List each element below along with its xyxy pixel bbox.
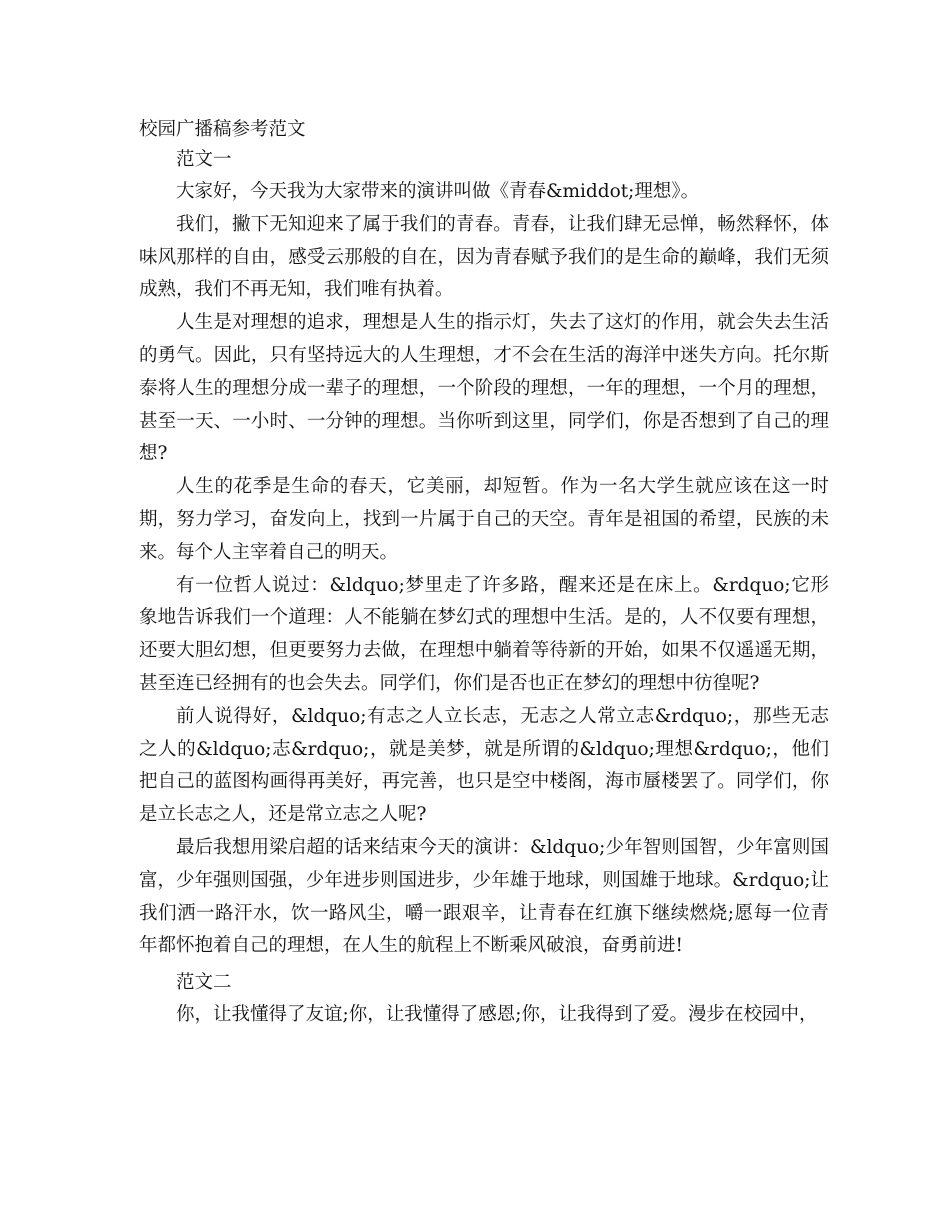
paragraph: 前人说得好，&ldquo;有志之人立长志，无志之人常立志&rdquo;，那些无志之人的&ldquo;志&rdquo;，就是美梦，就是所谓的&ldquo;理想&rdquo;，他们把自己的蓝图构画得再美好，再完善，也只是空中楼阁，海市蜃楼罢了。同学们，你是立长志之人，还是常立志之人呢? xyxy=(139,705,829,826)
paragraph: 人生的花季是生命的春天，它美丽，却短暂。作为一名大学生就应该在这一时期，努力学习，奋发向上，找到一片属于自己的天空。青年是祖国的希望，民族的未来。每个人主宰着自己的明天。 xyxy=(139,476,829,563)
paragraph: 最后我想用梁启超的话来结束今天的演讲：&ldquo;少年智则国智，少年富则国富，少年强则国强，少年进步则国进步，少年雄于地球，则国雄于地球。&rdquo;让我们洒一路汗水，饮一路风尘，嚼一跟艰辛，让青春在红旗下继续燃烧;愿每一位青年都怀抱着自己的理想，在人生的航程上不断乘风破浪，奋勇前进! xyxy=(139,836,829,957)
section-heading: 范文二 xyxy=(176,972,232,994)
paragraph: 大家好，今天我为大家带来的演讲叫做《青春&middot;理想》。 xyxy=(176,181,700,202)
paragraph: 我们，撇下无知迎来了属于我们的青春。青春，让我们肆无忌惮，畅然释怀，体味风那样的自由，感受云那般的自在，因为青春赋予我们的是生命的巅峰，我们无须成熟，我们不再无知，我们唯有执着。 xyxy=(139,213,829,301)
paragraph: 有一位哲人说过：&ldquo;梦里走了许多路，醒来还是在床上。&rdquo;它形象地告诉我们一个道理：人不能躺在梦幻式的理想中生活。是的，人不仅要有理想，还要大胆幻想，但更要努力去做，在理想中躺着等待新的开始，如果不仅遥遥无期，甚至连已经拥有的也会失去。同学们，你们是否也正在梦幻的理想中彷徨呢? xyxy=(139,574,829,694)
section-heading: 范文一 xyxy=(176,149,232,170)
document-page xyxy=(139,116,829,1032)
document-title: 校园广播稿参考范文 xyxy=(139,119,306,140)
paragraph: 你，让我懂得了友谊;你，让我懂得了感恩;你，让我得到了爱。漫步在校园中， xyxy=(176,1004,818,1026)
paragraph: 人生是对理想的追求，理想是人生的指示灯，失去了这灯的作用，就会失去生活的勇气。因此，只有坚持远大的人生理想，才不会在生活的海洋中迷失方向。托尔斯泰将人生的理想分成一辈子的理想，一个阶段的理想，一年的理想，一个月的理想，甚至一天、一小时、一分钟的理想。当你听到这里，同学们，你是否想到了自己的理想? xyxy=(139,312,829,465)
